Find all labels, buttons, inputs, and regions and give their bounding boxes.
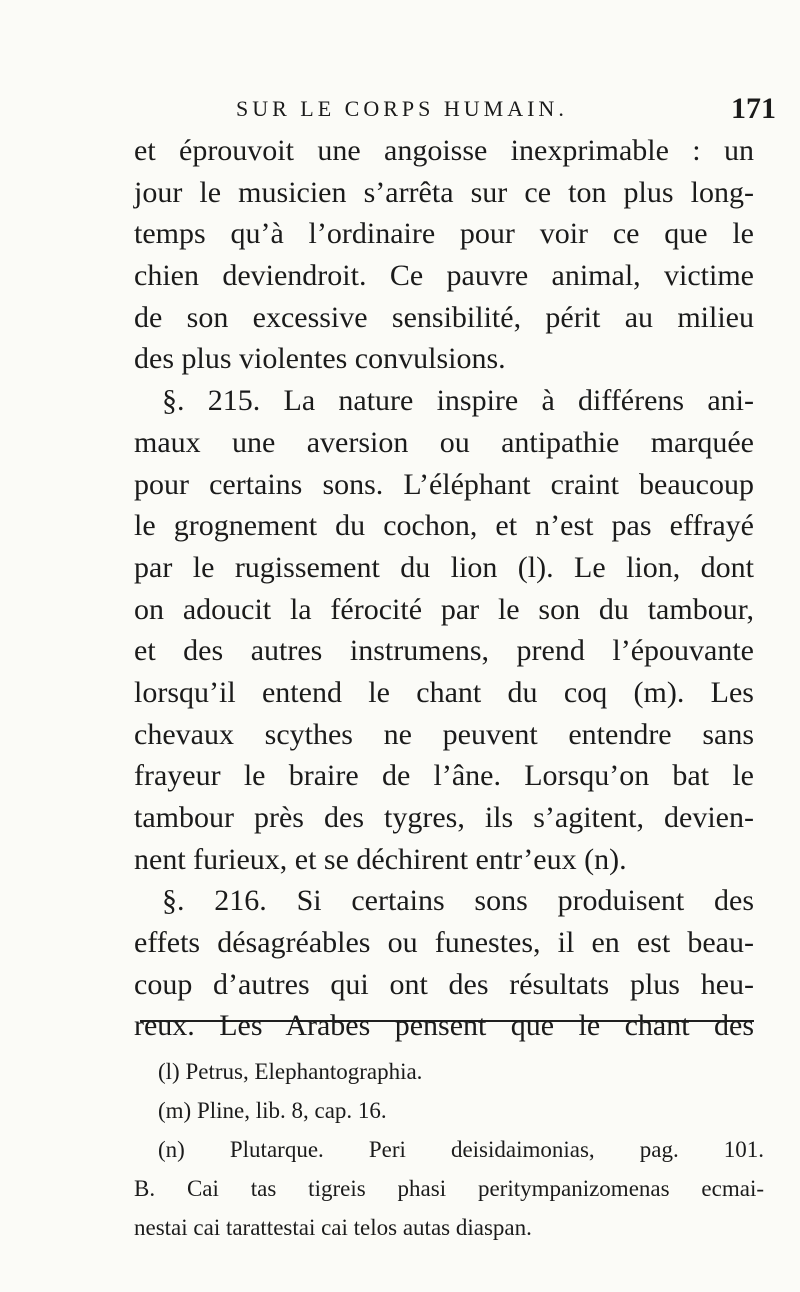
page-number: 171 [731, 92, 776, 125]
body-text [134, 130, 754, 1047]
text-line: jour le musicien s’arrêta sur ce ton plus long- [134, 175, 754, 209]
text-line: pour certains sons. L’éléphant craint beaucoup [134, 467, 754, 501]
text-line: maux une aversion ou antipathie marquée [134, 425, 754, 459]
text-line: le grognement du cochon, et n’est pas effrayé [134, 509, 754, 543]
text-line: frayeur le braire de l’âne. Lorsqu’on bat le [134, 759, 754, 793]
text-line: coup d’autres qui ont des résultats plus heu- [134, 967, 754, 1001]
text-line: et éprouvoit une angoisse inexprimable : un [134, 134, 754, 167]
footnote-n-continued: nestai cai tarattestai cai telos autas diaspan. [134, 1215, 532, 1240]
text-line: tambour près des tygres, ils s’agitent, devien- [134, 801, 754, 834]
text-line: chien deviendroit. Ce pauvre animal, victime [134, 259, 754, 293]
text-line: des plus violentes convulsions. [134, 342, 506, 376]
footnote-n-continued: B. Cai tas tigreis phasi peritympanizomenas ecmai- [134, 1176, 764, 1201]
text-line: lorsqu’il entend le chant du coq (m). Les [134, 675, 754, 709]
running-head [236, 92, 776, 126]
text-line: de son excessive sensibilité, périt au milieu [134, 300, 754, 334]
running-head-title: SUR LE CORPS HUMAIN. [236, 96, 568, 121]
paragraph-216-start: §. 216. Si certains sons produisent des [162, 884, 754, 918]
text-line: nent furieux, et se déchirent entr’eux (n). [134, 842, 627, 876]
text-line: effets désagréables ou funestes, il en est beau- [134, 926, 754, 960]
footnotes [134, 1052, 764, 1247]
footnote-n: (n) Plutarque. Peri deisidaimonias, pag. 101. [158, 1137, 764, 1162]
text-line: reux. Les Arabes pensent que le chant des [134, 1009, 754, 1043]
text-line: et des autres instrumens, prend l’épouvante [134, 634, 754, 668]
text-line: temps qu’à l’ordinaire pour voir ce que le [134, 217, 754, 251]
footnote-l: (l) Petrus, Elephantographia. [158, 1059, 423, 1084]
footnote-m: (m) Pline, lib. 8, cap. 16. [158, 1098, 387, 1123]
footnote-rule [140, 1020, 754, 1022]
text-line: on adoucit la férocité par le son du tambour, [134, 592, 754, 626]
text-line: chevaux scythes ne peuvent entendre sans [134, 717, 754, 751]
paragraph-215-start: §. 215. La nature inspire à différens ani- [162, 384, 754, 418]
text-line: par le rugissement du lion (l). Le lion, dont [134, 550, 754, 584]
